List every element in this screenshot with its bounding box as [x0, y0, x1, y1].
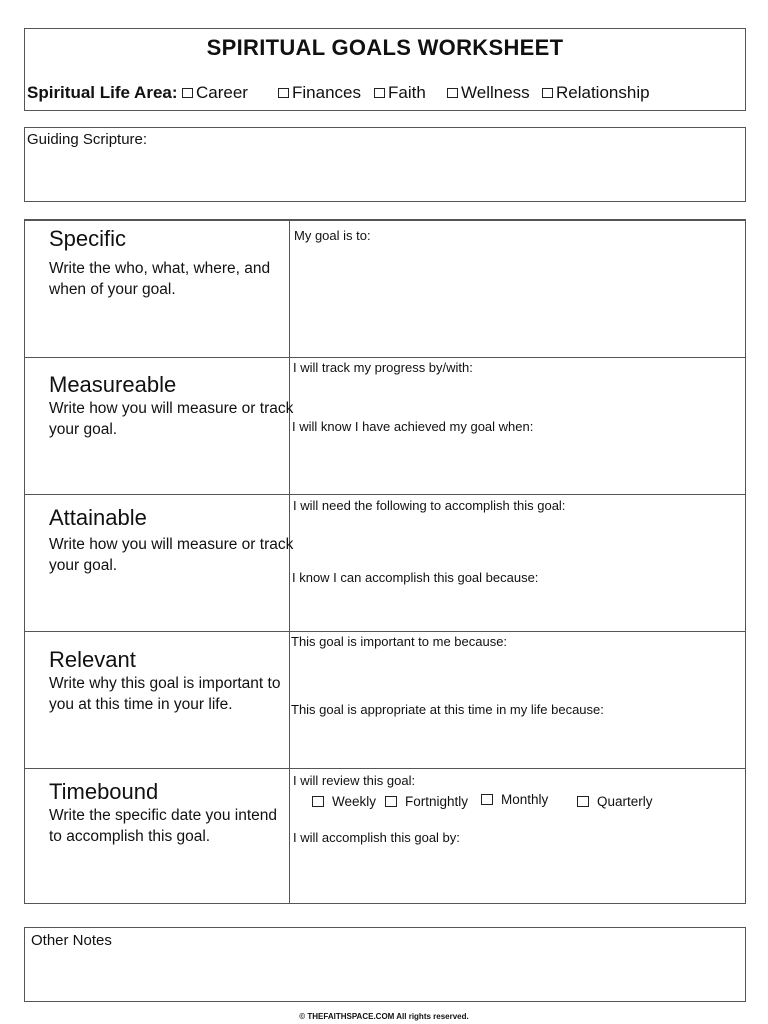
checkbox[interactable] — [577, 796, 589, 807]
checkbox[interactable] — [312, 796, 324, 807]
frequency-quarterly[interactable]: Quarterly — [577, 794, 653, 809]
checkbox[interactable] — [182, 88, 193, 98]
checkbox[interactable] — [385, 796, 397, 807]
checkbox[interactable] — [481, 794, 493, 805]
area-option-career[interactable]: Career — [182, 83, 248, 103]
row-heading: Relevant — [49, 647, 136, 672]
goal-prompt[interactable]: My goal is to: — [294, 228, 371, 243]
scripture-label: Guiding Scripture: — [27, 131, 148, 148]
row-description: Write how you will measure or track your goal. — [49, 400, 294, 438]
appropriate-prompt[interactable]: This goal is appropriate at this time in my life because: — [291, 702, 604, 717]
row-measureable — [25, 357, 745, 494]
important-prompt[interactable]: This goal is important to me because: — [291, 634, 508, 649]
area-option-finances[interactable]: Finances — [278, 83, 361, 103]
row-attainable — [25, 494, 745, 631]
area-option-wellness[interactable]: Wellness — [447, 83, 530, 103]
row-relevant — [25, 631, 745, 768]
header-box — [24, 28, 746, 111]
because-prompt[interactable]: I know I can accomplish this goal because: — [292, 570, 539, 585]
scripture-box[interactable] — [24, 127, 746, 202]
area-option-relationship[interactable]: Relationship — [542, 83, 650, 103]
smart-table — [24, 219, 746, 904]
area-option-faith[interactable]: Faith — [374, 83, 426, 103]
checkbox[interactable] — [447, 88, 458, 98]
row-specific — [25, 220, 745, 357]
track-prompt[interactable]: I will track my progress by/with: — [293, 360, 473, 375]
row-timebound — [25, 768, 745, 905]
row-heading: Measureable — [49, 372, 177, 397]
frequency-weekly[interactable]: Weekly — [312, 794, 376, 809]
life-area-label: Spiritual Life Area: — [27, 83, 178, 102]
row-description: Write the who, what, where, and when of your goal. — [49, 260, 271, 298]
page-title: SPIRITUAL GOALS WORKSHEET — [206, 35, 564, 60]
row-heading: Timebound — [49, 779, 159, 804]
checkbox[interactable] — [542, 88, 553, 98]
row-heading: Specific — [49, 226, 127, 251]
row-description: Write why this goal is important to you at this time in your life. — [49, 675, 281, 713]
need-prompt[interactable]: I will need the following to accomplish this goal: — [293, 498, 566, 513]
checkbox[interactable] — [278, 88, 289, 98]
row-description: Write how you will measure or track your goal. — [49, 536, 294, 574]
achieved-prompt[interactable]: I will know I have achieved my goal when: — [292, 419, 534, 434]
notes-box[interactable] — [24, 927, 746, 1002]
notes-label: Other Notes — [31, 932, 112, 949]
frequency-monthly[interactable]: Monthly — [481, 792, 548, 807]
copyright-footer: © THEFAITHSPACE.COM All rights reserved. — [299, 1012, 469, 1021]
row-heading: Attainable — [49, 505, 147, 530]
life-area-row — [27, 83, 742, 107]
review-prompt[interactable]: I will review this goal: — [293, 773, 416, 788]
frequency-fortnightly[interactable]: Fortnightly — [385, 794, 468, 809]
row-description: Write the specific date you intend to accomplish this goal. — [49, 807, 278, 845]
accomplish-by-prompt[interactable]: I will accomplish this goal by: — [293, 830, 460, 845]
checkbox[interactable] — [374, 88, 385, 98]
